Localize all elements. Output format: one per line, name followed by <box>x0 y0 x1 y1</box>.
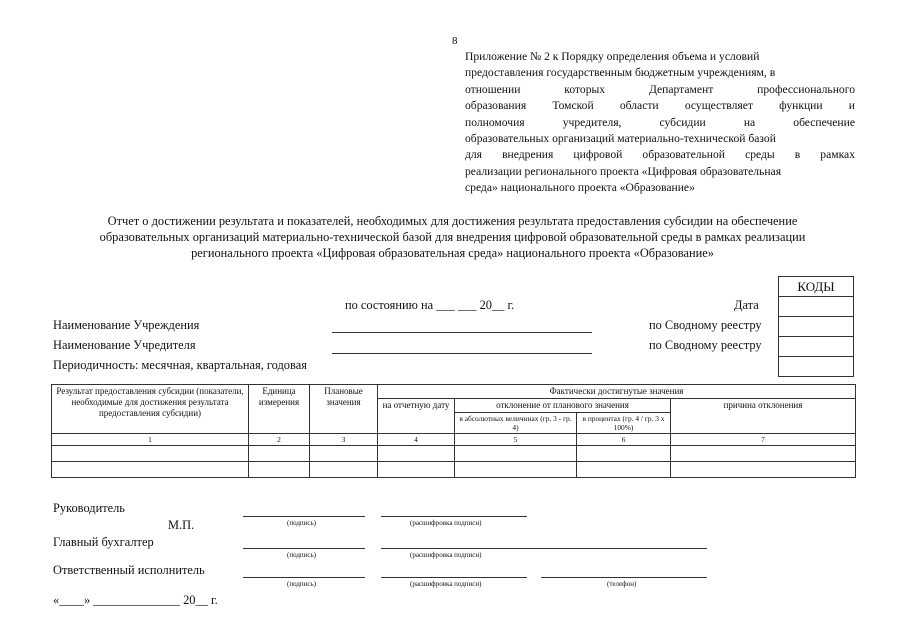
table-cell[interactable] <box>671 462 856 478</box>
appendix-line: полномочия учредителя, субсидии на обеспечение <box>465 115 855 129</box>
executor-phone-line[interactable] <box>541 577 707 578</box>
table-cell[interactable] <box>310 462 378 478</box>
registry-label-1: по Сводному реестру <box>649 318 762 332</box>
header-deviation-group: отклонение от планового значения <box>455 399 671 413</box>
appendix-line: предоставления государственным бюджетным учреждениям, в <box>465 66 776 80</box>
table-cell[interactable] <box>52 462 249 478</box>
code-registry2-cell[interactable] <box>779 337 854 357</box>
executor-signature-caption: (подпись) <box>287 580 317 588</box>
title-line: образовательных организаций материально-технической базой для внедрения цифровой образовательной среды в рамках реализации <box>99 230 806 244</box>
header-planned: Плановые значения <box>310 385 378 434</box>
head-decode-line[interactable] <box>381 516 527 517</box>
title-line: регионального проекта «Цифровая образовательная среда» национального проекта «Образование» <box>191 246 714 260</box>
table-row <box>52 462 856 478</box>
registry-label-2: по Сводному реестру <box>649 338 762 352</box>
appendix-line: отношении которых Департамент профессионального <box>465 82 855 96</box>
header-actual-group: Фактически достигнутые значения <box>378 385 856 399</box>
table-cell[interactable] <box>249 462 310 478</box>
col-number: 4 <box>378 434 455 446</box>
col-number: 7 <box>671 434 856 446</box>
table-cell[interactable] <box>671 446 856 462</box>
code-empty-cell[interactable] <box>779 357 854 377</box>
head-signature-caption: (подпись) <box>287 519 317 527</box>
code-registry1-cell[interactable] <box>779 317 854 337</box>
appendix-line: для внедрения цифровой образовательной среды в рамках <box>465 148 855 162</box>
executor-phone-caption: (телефон) <box>607 580 637 588</box>
header-percent: в процентах (гр. 4 / гр. 3 х 100%) <box>577 413 671 434</box>
table-cell[interactable] <box>378 446 455 462</box>
table-cell[interactable] <box>378 462 455 478</box>
header-deviation-reason: причина отклонения <box>671 399 856 434</box>
appendix-note <box>465 49 855 197</box>
header-result: Результат предоставления субсидии (показатели, необходимые для достижения результата предоставления субсидии) <box>52 385 249 434</box>
table-cell[interactable] <box>310 446 378 462</box>
accountant-decode-line[interactable] <box>381 548 707 549</box>
appendix-line: Приложение № 2 к Порядку определения объема и условий <box>465 50 760 63</box>
date-label: Дата <box>734 298 759 312</box>
executor-label: Ответственный исполнитель <box>53 563 205 577</box>
table-row <box>52 446 856 462</box>
executor-decode-caption: (расшифровка подписи) <box>410 580 482 588</box>
col-number: 5 <box>455 434 577 446</box>
appendix-line: образовательных организаций материально-технической базой <box>465 132 776 146</box>
codes-table <box>778 276 854 377</box>
as-of-date-blank[interactable]: ___ ___ 20__ г. <box>436 298 515 312</box>
executor-decode-line[interactable] <box>381 577 527 578</box>
institution-input-line[interactable] <box>332 332 592 333</box>
head-signature-line[interactable] <box>243 516 365 517</box>
periodicity-label: Периодичность: месячная, квартальная, годовая <box>53 358 307 372</box>
appendix-line: реализации регионального проекта «Цифровая образовательная <box>465 164 782 178</box>
codes-header: КОДЫ <box>779 277 854 297</box>
page-number: 8 <box>452 35 458 47</box>
executor-signature-line[interactable] <box>243 577 365 578</box>
institution-label: Наименование Учреждения <box>53 318 200 332</box>
head-label: Руководитель <box>53 501 125 515</box>
table-cell[interactable] <box>577 446 671 462</box>
header-unit: Единица измерения <box>249 385 310 434</box>
accountant-signature-caption: (подпись) <box>287 551 317 559</box>
table-cell[interactable] <box>249 446 310 462</box>
founder-label: Наименование Учредителя <box>53 338 196 352</box>
table-cell[interactable] <box>455 446 577 462</box>
results-table <box>51 384 856 478</box>
accountant-decode-caption: (расшифровка подписи) <box>410 551 482 559</box>
head-decode-caption: (расшифровка подписи) <box>410 519 482 527</box>
col-number: 3 <box>310 434 378 446</box>
table-cell[interactable] <box>577 462 671 478</box>
report-title <box>30 213 875 261</box>
col-number: 2 <box>249 434 310 446</box>
col-number: 1 <box>52 434 249 446</box>
appendix-line: среда» национального проекта «Образование» <box>465 181 695 195</box>
as-of-label: по состоянию на ___ ___ 20__ г. <box>345 298 515 312</box>
appendix-line: образования Томской области осуществляет функции и <box>465 99 855 113</box>
table-cell[interactable] <box>455 462 577 478</box>
table-cell[interactable] <box>52 446 249 462</box>
date-line[interactable]: «____» ______________ 20__ г. <box>53 593 218 607</box>
founder-input-line[interactable] <box>332 353 592 354</box>
header-reporting-date: на отчетную дату <box>378 399 455 434</box>
code-date-cell[interactable] <box>779 297 854 317</box>
seal-label: М.П. <box>168 518 195 532</box>
header-absolute: в абсолютных величинах (гр. 3 - гр. 4) <box>455 413 577 434</box>
title-line: Отчет о достижении результата и показателей, необходимых для достижения результата предоставления субсидии на обеспечение <box>107 214 798 228</box>
col-number: 6 <box>577 434 671 446</box>
accountant-signature-line[interactable] <box>243 548 365 549</box>
accountant-label: Главный бухгалтер <box>53 535 154 549</box>
